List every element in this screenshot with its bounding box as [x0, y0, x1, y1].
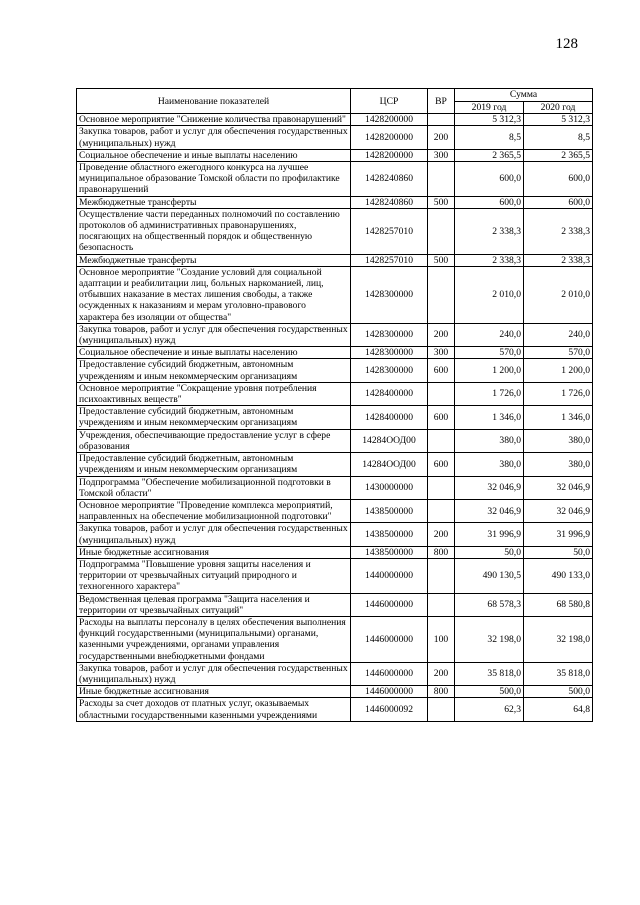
cell-2019: 62,3 [455, 698, 524, 721]
table-row [77, 429, 593, 452]
cell-csr: 1428200000 [351, 126, 428, 149]
cell-vr: 600 [428, 453, 455, 476]
cell-csr: 1428200000 [351, 149, 428, 161]
table-row [77, 662, 593, 685]
cell-csr: 1428240860 [351, 162, 428, 197]
table-row [77, 126, 593, 149]
cell-2019: 570,0 [455, 347, 524, 359]
cell-2020: 2 338,3 [524, 208, 593, 254]
cell-2019: 380,0 [455, 429, 524, 452]
cell-vr [428, 499, 455, 522]
cell-csr: 1428257010 [351, 208, 428, 254]
cell-2019: 1 346,0 [455, 406, 524, 429]
cell-2020: 32 046,9 [524, 476, 593, 499]
cell-csr: 1428300000 [351, 266, 428, 323]
cell-vr: 800 [428, 686, 455, 698]
cell-2019: 32 046,9 [455, 499, 524, 522]
cell-name: Закупка товаров, работ и услуг для обеспечения государственных (муниципальных) нужд [77, 662, 351, 685]
cell-csr: 1446000000 [351, 686, 428, 698]
cell-2020: 32 198,0 [524, 616, 593, 662]
cell-name: Основное мероприятие "Снижение количества правонарушений" [77, 114, 351, 126]
table-row [77, 686, 593, 698]
table-row [77, 523, 593, 546]
cell-vr: 200 [428, 323, 455, 346]
cell-name: Закупка товаров, работ и услуг для обеспечения государственных (муниципальных) нужд [77, 126, 351, 149]
cell-name: Ведомственная целевая программа "Защита населения и территории от чрезвычайных ситуаций" [77, 593, 351, 616]
cell-vr [428, 558, 455, 593]
cell-2020: 600,0 [524, 196, 593, 208]
table-header-row [77, 89, 593, 102]
cell-name: Социальное обеспечение и иные выплаты населению [77, 149, 351, 161]
table-row [77, 323, 593, 346]
cell-csr: 1428400000 [351, 406, 428, 429]
cell-name: Предоставление субсидий бюджетным, автономным учреждениям и иным некоммерческим организациям [77, 406, 351, 429]
cell-2019: 35 818,0 [455, 662, 524, 685]
cell-2020: 1 346,0 [524, 406, 593, 429]
cell-vr [428, 266, 455, 323]
budget-table [76, 88, 593, 722]
cell-csr: 1438500000 [351, 546, 428, 558]
cell-csr: 1428257010 [351, 254, 428, 266]
cell-csr: 1438500000 [351, 499, 428, 522]
cell-2020: 490 133,0 [524, 558, 593, 593]
cell-2019: 380,0 [455, 453, 524, 476]
cell-2019: 2 365,5 [455, 149, 524, 161]
cell-csr: 1440000000 [351, 558, 428, 593]
cell-csr: 1430000000 [351, 476, 428, 499]
table-row [77, 406, 593, 429]
cell-vr [428, 593, 455, 616]
cell-2019: 32 046,9 [455, 476, 524, 499]
cell-vr: 600 [428, 406, 455, 429]
cell-2019: 240,0 [455, 323, 524, 346]
cell-2020: 2 338,3 [524, 254, 593, 266]
cell-csr: 1428240860 [351, 196, 428, 208]
cell-csr: 1438500000 [351, 523, 428, 546]
cell-name: Межбюджетные трансферты [77, 254, 351, 266]
table-row [77, 558, 593, 593]
cell-2019: 32 198,0 [455, 616, 524, 662]
table-row [77, 196, 593, 208]
cell-csr: 1428200000 [351, 114, 428, 126]
cell-2019: 2 010,0 [455, 266, 524, 323]
table-row [77, 208, 593, 254]
cell-vr [428, 162, 455, 197]
cell-vr: 500 [428, 196, 455, 208]
table-row [77, 546, 593, 558]
cell-vr: 200 [428, 126, 455, 149]
cell-csr: 1428300000 [351, 359, 428, 382]
table-row [77, 476, 593, 499]
table-row [77, 616, 593, 662]
cell-vr [428, 698, 455, 721]
cell-2020: 35 818,0 [524, 662, 593, 685]
cell-name: Расходы за счет доходов от платных услуг, оказываемых областными государственными казенными учреждениями [77, 698, 351, 721]
cell-csr: 14284ООД00 [351, 453, 428, 476]
cell-2020: 500,0 [524, 686, 593, 698]
cell-2020: 32 046,9 [524, 499, 593, 522]
table-row [77, 162, 593, 197]
cell-2019: 8,5 [455, 126, 524, 149]
cell-2020: 2 365,5 [524, 149, 593, 161]
table-row [77, 266, 593, 323]
cell-2020: 240,0 [524, 323, 593, 346]
header-year-2019: 2019 год [455, 102, 524, 114]
cell-2019: 500,0 [455, 686, 524, 698]
cell-name: Закупка товаров, работ и услуг для обеспечения государственных (муниципальных) нужд [77, 523, 351, 546]
cell-2020: 1 726,0 [524, 382, 593, 405]
cell-2019: 2 338,3 [455, 208, 524, 254]
table-row [77, 698, 593, 721]
cell-vr: 300 [428, 149, 455, 161]
header-sum: Сумма [455, 89, 593, 102]
cell-name: Основное мероприятие "Сокращение уровня потребления психоактивных веществ" [77, 382, 351, 405]
cell-2019: 490 130,5 [455, 558, 524, 593]
cell-2019: 600,0 [455, 196, 524, 208]
cell-csr: 1446000092 [351, 698, 428, 721]
cell-vr: 200 [428, 523, 455, 546]
cell-csr: 1428300000 [351, 323, 428, 346]
cell-vr: 600 [428, 359, 455, 382]
cell-vr [428, 382, 455, 405]
cell-2020: 64,8 [524, 698, 593, 721]
table-row [77, 359, 593, 382]
table-row [77, 149, 593, 161]
header-year-2020: 2020 год [524, 102, 593, 114]
cell-name: Учреждения, обеспечивающие предоставление услуг в сфере образования [77, 429, 351, 452]
cell-name: Осуществление части переданных полномочий по составлению протоколов об административных правонарушениях, посягающих на общественный порядок и общественную безопасность [77, 208, 351, 254]
cell-name: Предоставление субсидий бюджетным, автономным учреждениям и иным некоммерческим организациям [77, 359, 351, 382]
cell-vr: 200 [428, 662, 455, 685]
table-row [77, 254, 593, 266]
cell-2019: 600,0 [455, 162, 524, 197]
cell-name: Закупка товаров, работ и услуг для обеспечения государственных (муниципальных) нужд [77, 323, 351, 346]
cell-2020: 31 996,9 [524, 523, 593, 546]
cell-csr: 14284ООД00 [351, 429, 428, 452]
cell-name: Подпрограмма "Повышение уровня защиты населения и территории от чрезвычайных ситуаций природного и техногенного характера" [77, 558, 351, 593]
cell-csr: 1428400000 [351, 382, 428, 405]
cell-vr [428, 429, 455, 452]
table-row [77, 382, 593, 405]
cell-vr [428, 476, 455, 499]
cell-csr: 1446000000 [351, 616, 428, 662]
cell-name: Расходы на выплаты персоналу в целях обеспечения выполнения функций государственными (муниципальными) органами, казенными учреждениями, органами управления государственными внебюджетными фондами [77, 616, 351, 662]
cell-csr: 1428300000 [351, 347, 428, 359]
cell-vr [428, 208, 455, 254]
cell-2019: 1 200,0 [455, 359, 524, 382]
cell-name: Основное мероприятие "Проведение комплекса мероприятий, направленных на обеспечение мобилизационной подготовки" [77, 499, 351, 522]
cell-name: Предоставление субсидий бюджетным, автономным учреждениям и иным некоммерческим организациям [77, 453, 351, 476]
cell-vr: 300 [428, 347, 455, 359]
header-csr: ЦСР [351, 89, 428, 114]
cell-name: Подпрограмма "Обеспечение мобилизационной подготовки в Томской области" [77, 476, 351, 499]
header-name: Наименование показателей [77, 89, 351, 114]
cell-vr [428, 114, 455, 126]
cell-2020: 5 312,3 [524, 114, 593, 126]
table-row [77, 499, 593, 522]
header-vr: ВР [428, 89, 455, 114]
cell-name: Межбюджетные трансферты [77, 196, 351, 208]
cell-vr: 100 [428, 616, 455, 662]
cell-name: Иные бюджетные ассигнования [77, 686, 351, 698]
table-row [77, 347, 593, 359]
cell-2020: 1 200,0 [524, 359, 593, 382]
cell-vr: 500 [428, 254, 455, 266]
cell-2019: 2 338,3 [455, 254, 524, 266]
cell-2020: 380,0 [524, 453, 593, 476]
cell-2020: 68 580,8 [524, 593, 593, 616]
cell-2019: 68 578,3 [455, 593, 524, 616]
cell-csr: 1446000000 [351, 662, 428, 685]
page-number: 128 [555, 36, 578, 52]
table-body [77, 114, 593, 722]
cell-2019: 31 996,9 [455, 523, 524, 546]
cell-name: Проведение областного ежегодного конкурса на лучшее муниципальное образование Томской области по профилактике правонарушений [77, 162, 351, 197]
cell-2020: 570,0 [524, 347, 593, 359]
cell-2020: 380,0 [524, 429, 593, 452]
table-row [77, 114, 593, 126]
table-row [77, 593, 593, 616]
cell-2020: 2 010,0 [524, 266, 593, 323]
cell-2020: 8,5 [524, 126, 593, 149]
cell-2020: 600,0 [524, 162, 593, 197]
cell-csr: 1446000000 [351, 593, 428, 616]
cell-2019: 50,0 [455, 546, 524, 558]
cell-2020: 50,0 [524, 546, 593, 558]
cell-name: Иные бюджетные ассигнования [77, 546, 351, 558]
table-row [77, 453, 593, 476]
cell-name: Основное мероприятие "Создание условий для социальной адаптации и реабилитации лиц, больных наркоманией, лиц, отбывших наказание в местах лишения свободы, а также осужденных к наказаниям и мерам уголовно-правового характера без изоляции от общества" [77, 266, 351, 323]
cell-name: Социальное обеспечение и иные выплаты населению [77, 347, 351, 359]
cell-2019: 1 726,0 [455, 382, 524, 405]
cell-2019: 5 312,3 [455, 114, 524, 126]
cell-vr: 800 [428, 546, 455, 558]
